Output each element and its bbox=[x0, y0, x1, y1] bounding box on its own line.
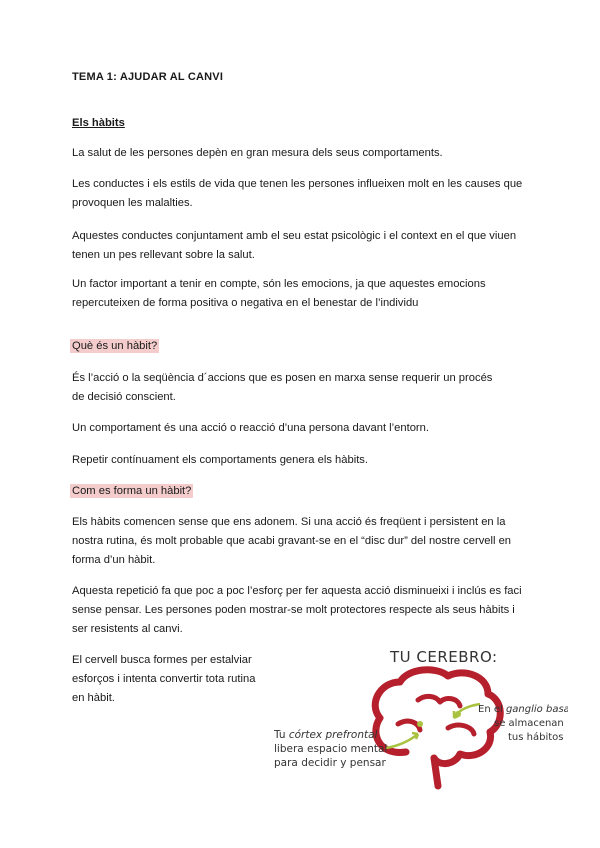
paragraph-repetition-line1: Aquesta repetició fa que poc a poc l’esforç per fer aquesta acció disminueixi i inclús es faci bbox=[72, 585, 522, 597]
paragraph-psychological-line1: Aquestes conductes conjuntament amb el seu estat psicològic i el context en el que viuen bbox=[72, 230, 517, 242]
brain-illustration bbox=[268, 640, 568, 790]
paragraph-repetition-line2: sense pensar. Les persones poden mostrar-se molt protectores respecte als seus hàbits i bbox=[72, 604, 515, 616]
paragraph-psychological-line2: tenen un pes rellevant sobre la salut. bbox=[72, 249, 255, 261]
paragraph-brain-line2: esforços i intenta convertir tota rutina bbox=[72, 673, 256, 685]
right-label-line1: En el ganglio basal bbox=[478, 704, 568, 715]
left-label-line2: libera espacio mental bbox=[274, 743, 388, 755]
section-heading-habits: Els hàbits bbox=[72, 117, 125, 129]
paragraph-conducts-line2: provoquen les malalties. bbox=[72, 197, 193, 209]
paragraph-health: La salut de les persones depèn en gran mesura dels seus comportaments. bbox=[72, 147, 443, 159]
paragraph-habits-start-line1: Els hàbits comencen sense que ens adonem. Si una acció és freqüent i persistent en la bbox=[72, 516, 506, 528]
left-label-line3: para decidir y pensar bbox=[274, 757, 386, 769]
prefrontal-dot-icon bbox=[417, 721, 423, 727]
paragraph-repetition-line3: ser resistents al canvi. bbox=[72, 623, 183, 635]
highlighted-heading: Què és un hàbit? bbox=[72, 340, 158, 352]
document-title: TEMA 1: AJUDAR AL CANVI bbox=[72, 71, 224, 83]
paragraph-emotions-line2: repercuteixen de forma positiva o negativa en el benestar de l’individu bbox=[72, 297, 419, 309]
paragraph-brain-line1: El cervell busca formes per estalviar bbox=[72, 654, 252, 666]
right-label-line2: se almacenan bbox=[494, 718, 564, 729]
paragraph-definition-line1: És l’acció o la seqüència d´accions que es posen en marxa sense requerir un procés bbox=[72, 372, 493, 384]
section-heading-what-is-habit bbox=[72, 337, 528, 356]
section-heading-how-habit-forms bbox=[72, 482, 528, 501]
highlighted-heading: Com es forma un hàbit? bbox=[72, 485, 192, 497]
paragraph-brain-line3: en hàbit. bbox=[72, 692, 115, 704]
paragraph-definition-line2: de decisió conscient. bbox=[72, 391, 176, 403]
paragraph-behaviour: Un comportament és una acció o reacció d’una persona davant l’entorn. bbox=[72, 422, 429, 434]
paragraph-emotions-line1: Un factor important a tenir en compte, són les emocions, ja que aquestes emocions bbox=[72, 278, 486, 290]
brain-icon bbox=[375, 670, 500, 786]
figure-title: TU CEREBRO: bbox=[390, 648, 498, 666]
ganglio-dot-icon bbox=[455, 711, 461, 717]
left-label-line1: Tu córtex prefrontal bbox=[274, 729, 378, 741]
brain-figure bbox=[268, 640, 568, 790]
paragraph-habits-start-line2: nostra rutina, és molt probable que acabi gravant-se en el “disc dur” del nostre cervell en bbox=[72, 535, 512, 547]
paragraph-conducts-line1: Les conductes i els estils de vida que tenen les persones influeixen molt en les causes que bbox=[72, 178, 523, 190]
right-label-line3: tus hábitos bbox=[508, 732, 564, 743]
paragraph-habits-start-line3: forma d’un hàbit. bbox=[72, 554, 156, 566]
paragraph-repeat: Repetir contínuament els comportaments genera els hàbits. bbox=[72, 454, 369, 466]
